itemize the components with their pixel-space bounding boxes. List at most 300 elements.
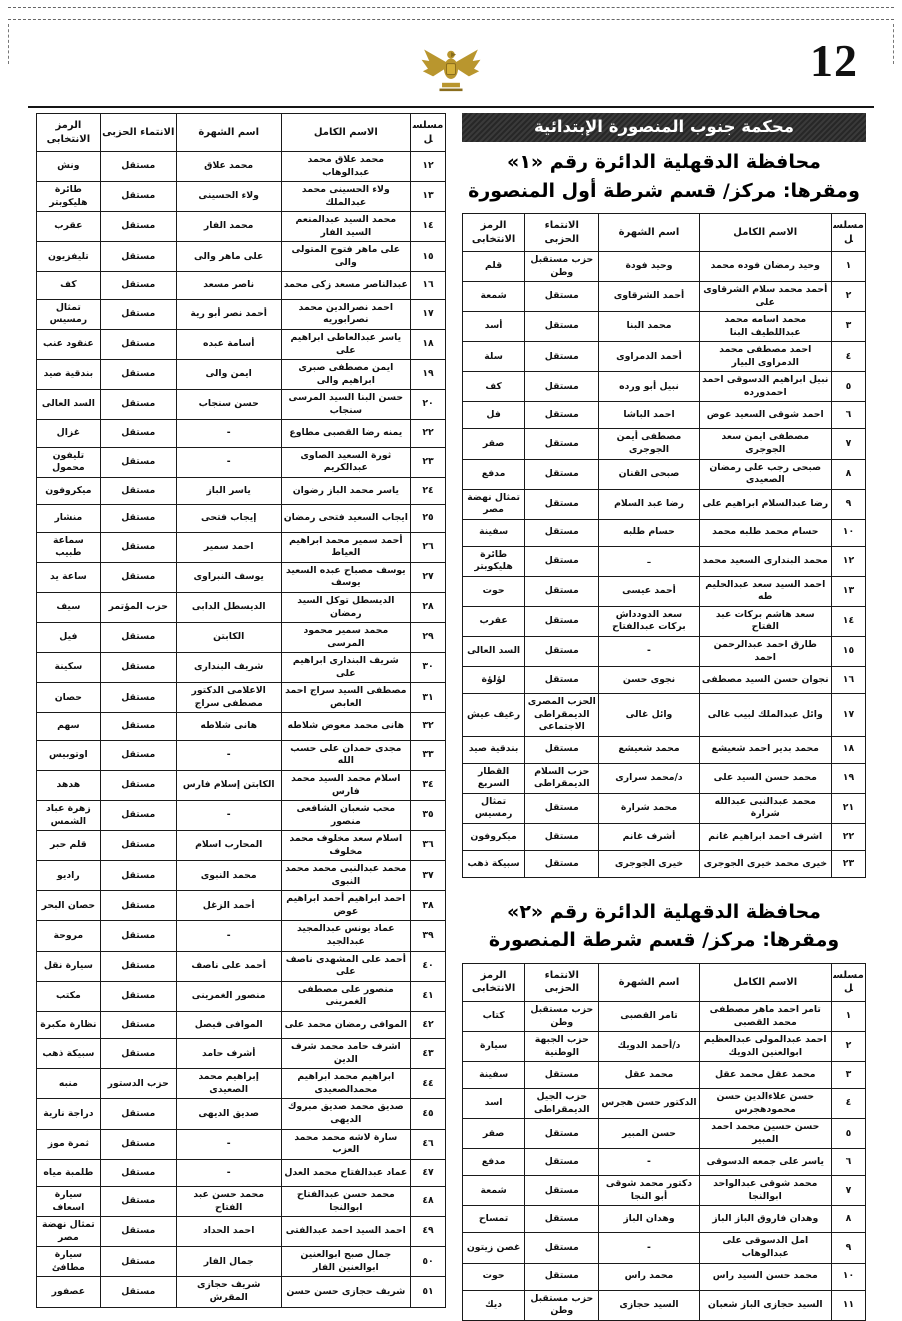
cell-full-name: هانى محمد معوض شلاطه: [281, 713, 410, 741]
cell-full-name: نبيل ابراهيم الدسوقى احمد احمدورده: [699, 372, 831, 402]
cell-serial: ١٦: [831, 667, 865, 694]
cell-full-name: أحمد على المشهدى ناصف على: [281, 951, 410, 981]
cell-serial: ٤٧: [411, 1159, 446, 1187]
cell-full-name: محمد شوقى عبدالواحد ابوالنجا: [699, 1176, 831, 1206]
cell-serial: ٦: [831, 1149, 865, 1176]
cell-serial: ٣٨: [411, 891, 446, 921]
table-row: [37, 562, 446, 592]
cell-serial: ١٢: [831, 546, 865, 576]
column-header-party: الانتماء الحزبى: [525, 214, 599, 252]
top-cut-line-2: [8, 19, 894, 20]
cell-fame-name: محمد حسن عبد الفتاح: [176, 1187, 281, 1217]
cell-symbol: القطار السريع: [463, 763, 525, 793]
cell-symbol: اسد: [463, 1089, 525, 1119]
cell-symbol: عقرب: [37, 212, 101, 242]
cell-party: حزب السلام الديمقراطى: [525, 763, 599, 793]
district-1-title-line2: ومقرها: مركز/ قسم شرطة أول المنصورة: [468, 179, 860, 202]
cell-full-name: احمد نصرالدين محمد نصرابوريه: [281, 299, 410, 329]
cell-serial: ٢٧: [411, 562, 446, 592]
cell-fame-name: -: [176, 1129, 281, 1159]
cell-fame-name: شريف حجازى المقرش: [176, 1277, 281, 1307]
cell-party: مستقل: [525, 736, 599, 763]
cell-full-name: نجوان حسن السيد مصطفى: [699, 667, 831, 694]
cell-symbol: مدفع: [463, 1149, 525, 1176]
cell-serial: ٢٢: [411, 420, 446, 448]
table-row: [37, 771, 446, 801]
candidates-table-district-2: [462, 963, 866, 1321]
cell-fame-name: -: [176, 1159, 281, 1187]
cell-party: مستقل: [525, 459, 599, 489]
cell-serial: ٢: [831, 1032, 865, 1062]
table-row: [463, 1176, 866, 1206]
table-row: [463, 576, 866, 606]
table-header-row: [463, 214, 866, 252]
cell-symbol: فيل: [37, 623, 101, 653]
cell-party: مستقل: [100, 1277, 176, 1307]
cell-party: حزب مستقبل وطن: [525, 1001, 599, 1031]
cell-full-name: محب شعبان الشافعى منصور: [281, 801, 410, 831]
cell-party: مستقل: [525, 1233, 599, 1263]
cell-symbol: زهرة عباد الشمس: [37, 801, 101, 831]
cell-serial: ١٨: [411, 329, 446, 359]
cell-full-name: شريف البندارى ابراهيم على: [281, 653, 410, 683]
cell-party: مستقل: [525, 546, 599, 576]
table-row: [37, 1039, 446, 1069]
cell-fame-name: الكابتن: [176, 623, 281, 653]
cell-serial: ١٠: [831, 519, 865, 546]
cell-party: مستقل: [100, 420, 176, 448]
cell-party: مستقل: [100, 242, 176, 272]
cell-serial: ٣٩: [411, 921, 446, 951]
header-rule: [28, 106, 874, 108]
table-row: [37, 713, 446, 741]
table-row: [463, 1089, 866, 1119]
cell-fame-name: إبراهيم محمد الصعيدى: [176, 1069, 281, 1099]
table-row: [463, 850, 866, 877]
table-row: [37, 447, 446, 477]
cell-symbol: طلمبة مياه: [37, 1159, 101, 1187]
cell-fame-name: أحمد الزغل: [176, 891, 281, 921]
cell-full-name: صبحى رجب على رمضان الصعيدى: [699, 459, 831, 489]
cell-full-name: احمد ابراهيم أحمد ابراهيم عوض: [281, 891, 410, 921]
cell-full-name: مصطفى ايمن سعد الجوجرى: [699, 429, 831, 459]
column-header-fame-name: اسم الشهرة: [176, 114, 281, 152]
table-row: [463, 402, 866, 429]
cell-serial: ١٣: [831, 576, 865, 606]
table-row: [463, 1290, 866, 1320]
cell-full-name: أحمد محمد سلام الشرقاوى على: [699, 282, 831, 312]
column-header-symbol: الرمز الانتخابى: [463, 214, 525, 252]
cell-symbol: كف: [37, 272, 101, 300]
cell-symbol: تليفزيون: [37, 242, 101, 272]
column-header-party: الانتماء الحزبى: [100, 114, 176, 152]
cell-fame-name: تامر القصبى: [599, 1001, 699, 1031]
candidates-table-continuation: [36, 113, 446, 1308]
cell-fame-name: محمد عقل: [599, 1062, 699, 1089]
table-row: [37, 182, 446, 212]
table-row: [463, 312, 866, 342]
cell-serial: ١: [831, 252, 865, 282]
cell-fame-name: محمد الفار: [176, 212, 281, 242]
cell-party: مستقل: [525, 519, 599, 546]
cell-full-name: محمد عقل محمد عقل: [699, 1062, 831, 1089]
court-banner: محكمة جنوب المنصورة الإبتدائية: [462, 113, 866, 142]
cell-party: مستقل: [100, 653, 176, 683]
cell-fame-name: شريف البندارى: [176, 653, 281, 683]
cell-full-name: ياسر عبدالعاطى ابراهيم على: [281, 329, 410, 359]
cell-full-name: ولاء الحسينى محمد عبدالملك: [281, 182, 410, 212]
column-header-fame-name: اسم الشهرة: [599, 963, 699, 1001]
cell-symbol: سبيكة ذهب: [463, 850, 525, 877]
cell-fame-name: -: [176, 740, 281, 770]
table-row: [463, 606, 866, 636]
cell-fame-name: سعد الدودداش بركات عبدالفتاح: [599, 606, 699, 636]
cell-fame-name: أسامة عبده: [176, 329, 281, 359]
cell-symbol: سفينة: [463, 1062, 525, 1089]
cell-fame-name: الدكتور حسن هجرس: [599, 1089, 699, 1119]
cell-fame-name: محمد شعيشع: [599, 736, 699, 763]
cell-fame-name: ايمن والى: [176, 360, 281, 390]
table-row: [463, 1233, 866, 1263]
cell-serial: ٢٨: [411, 593, 446, 623]
cell-full-name: رضا عبدالسلام ابراهيم على: [699, 489, 831, 519]
table-row: [37, 653, 446, 683]
cell-party: حزب مستقبل وطن: [525, 252, 599, 282]
cell-fame-name: هانى شلاطه: [176, 713, 281, 741]
table-row: [37, 390, 446, 420]
cell-party: مستقل: [525, 429, 599, 459]
cell-serial: ٣٦: [411, 831, 446, 861]
cell-serial: ٣٥: [411, 801, 446, 831]
cell-symbol: منشار: [37, 505, 101, 533]
cell-fame-name: رضا عبد السلام: [599, 489, 699, 519]
cell-full-name: امل الدسوقى على عبدالوهاب: [699, 1233, 831, 1263]
cell-symbol: سبيكة ذهب: [37, 1039, 101, 1069]
cell-party: مستقل: [525, 793, 599, 823]
cell-symbol: قلم: [463, 252, 525, 282]
cell-serial: ٢٣: [831, 850, 865, 877]
cell-fame-name: نجوى حسن: [599, 667, 699, 694]
cell-party: مستقل: [100, 360, 176, 390]
cell-serial: ٩: [831, 489, 865, 519]
cell-full-name: تامر احمد ماهر مصطفى محمد القصبى: [699, 1001, 831, 1031]
cell-party: مستقل: [525, 282, 599, 312]
cell-party: مستقل: [525, 1119, 599, 1149]
cell-symbol: حصان البحر: [37, 891, 101, 921]
cell-symbol: هدهد: [37, 771, 101, 801]
cell-party: مستقل: [100, 1247, 176, 1277]
cell-fame-name: ـ: [599, 546, 699, 576]
cell-symbol: عقرب: [463, 606, 525, 636]
cell-serial: ١٥: [831, 637, 865, 667]
cell-fame-name: حسن المبير: [599, 1119, 699, 1149]
cell-symbol: حوت: [463, 576, 525, 606]
cell-fame-name: ولاء الحسينى: [176, 182, 281, 212]
cell-symbol: ميكروفون: [37, 477, 101, 505]
cell-fame-name: أحمد عيسى: [599, 576, 699, 606]
cell-serial: ٢٢: [831, 823, 865, 850]
cell-fame-name: د/محمد سرارى: [599, 763, 699, 793]
cell-fame-name: -: [599, 1149, 699, 1176]
cell-serial: ٣: [831, 1062, 865, 1089]
cell-serial: ١٢: [411, 152, 446, 182]
cell-party: مستقل: [100, 1159, 176, 1187]
cell-fame-name: -: [599, 637, 699, 667]
cell-full-name: اشرف احمد ابراهيم غانم: [699, 823, 831, 850]
cell-full-name: ايمن مصطفى صبرى ابراهيم والى: [281, 360, 410, 390]
cell-serial: ٢: [831, 282, 865, 312]
cell-symbol: سيارة مطافئ: [37, 1247, 101, 1277]
cell-full-name: عبدالناصر مسعد زكى محمد: [281, 272, 410, 300]
column-header-symbol: الرمز الانتخابى: [463, 963, 525, 1001]
cell-party: مستقل: [525, 1263, 599, 1290]
table-row: [37, 1099, 446, 1129]
table-row: [37, 1011, 446, 1039]
cell-fame-name: -: [176, 420, 281, 448]
cell-full-name: حسن البنا السيد المرسى سنجاب: [281, 390, 410, 420]
cell-full-name: الديسطل توكل السيد رمضان: [281, 593, 410, 623]
cell-party: مستقل: [100, 562, 176, 592]
cell-serial: ١١: [831, 1290, 865, 1320]
table-row: [37, 921, 446, 951]
cell-symbol: عنقود عنب: [37, 329, 101, 359]
cell-serial: ١٩: [831, 763, 865, 793]
cell-serial: ٨: [831, 459, 865, 489]
table-row: [463, 429, 866, 459]
table-row: [37, 242, 446, 272]
cell-full-name: محمد عبدالنبى عبدالله شرارة: [699, 793, 831, 823]
cell-symbol: تمثال نهضة مصر: [463, 489, 525, 519]
cell-serial: ٤١: [411, 981, 446, 1011]
cell-party: مستقل: [525, 1176, 599, 1206]
table-row: [37, 420, 446, 448]
cell-serial: ١: [831, 1001, 865, 1031]
cell-symbol: أسد: [463, 312, 525, 342]
cell-symbol: سهم: [37, 713, 101, 741]
cell-party: مستقل: [100, 891, 176, 921]
cell-symbol: صقر: [463, 1119, 525, 1149]
cell-symbol: طائرة هليكوبتر: [463, 546, 525, 576]
cell-symbol: غصن زيتون: [463, 1233, 525, 1263]
table-row: [463, 489, 866, 519]
cell-full-name: حسن حسين محمد احمد المبير: [699, 1119, 831, 1149]
cell-fame-name: -: [176, 921, 281, 951]
table-row: [463, 1001, 866, 1031]
cell-party: حزب الجبهة الوطنية: [525, 1032, 599, 1062]
cell-fame-name: احمد الباشا: [599, 402, 699, 429]
table-row: [37, 740, 446, 770]
cell-serial: ٣٢: [411, 713, 446, 741]
cell-symbol: ثمرة موز: [37, 1129, 101, 1159]
cell-serial: ٤٨: [411, 1187, 446, 1217]
table-row: [37, 152, 446, 182]
cell-full-name: حسن علاءالدين حسن محمودهجرس: [699, 1089, 831, 1119]
table-row: [37, 593, 446, 623]
cell-fame-name: حسام طلبه: [599, 519, 699, 546]
column-header-full-name: الاسم الكامل: [699, 963, 831, 1001]
cell-full-name: احمد السيد احمد عبدالفتى: [281, 1217, 410, 1247]
cell-party: مستقل: [525, 576, 599, 606]
cell-symbol: بندقية صيد: [463, 736, 525, 763]
table-row: [37, 1247, 446, 1277]
cell-full-name: اسلام سعد مخلوف محمد مخلوف: [281, 831, 410, 861]
cell-fame-name: وائل غالى: [599, 694, 699, 737]
cell-symbol: رغيف عيش: [463, 694, 525, 737]
column-header-symbol: الرمز الانتخابى: [37, 114, 101, 152]
cell-party: مستقل: [100, 505, 176, 533]
cell-serial: ٥: [831, 372, 865, 402]
districts-column: [462, 113, 866, 1321]
column-header-serial: مسلسل: [831, 214, 865, 252]
cell-fame-name: محمد شرارة: [599, 793, 699, 823]
cell-party: مستقل: [100, 683, 176, 713]
cell-full-name: صديق محمد صديق مبروك الديهى: [281, 1099, 410, 1129]
cell-full-name: منصور على مصطفى الغمرينى: [281, 981, 410, 1011]
column-header-full-name: الاسم الكامل: [699, 214, 831, 252]
table-row: [463, 793, 866, 823]
cell-full-name: احمد شوقى السعيد عوض: [699, 402, 831, 429]
cell-serial: ٢٤: [411, 477, 446, 505]
cell-party: مستقل: [100, 477, 176, 505]
table-row: [37, 891, 446, 921]
cell-party: مستقل: [100, 861, 176, 891]
cell-party: مستقل: [100, 1099, 176, 1129]
cell-fame-name: خيرى الجوجرى: [599, 850, 699, 877]
cell-fame-name: محمد راس: [599, 1263, 699, 1290]
cell-fame-name: مصطفى أيمن الجوجرى: [599, 429, 699, 459]
cell-full-name: ايجاب السعيد فتحى رمضان: [281, 505, 410, 533]
cell-serial: ١٧: [411, 299, 446, 329]
table-row: [37, 981, 446, 1011]
cell-serial: ١٧: [831, 694, 865, 737]
cell-serial: ١٣: [411, 182, 446, 212]
table-row: [37, 623, 446, 653]
cell-serial: ١٤: [411, 212, 446, 242]
cell-party: مستقل: [525, 667, 599, 694]
table-row: [463, 546, 866, 576]
cell-full-name: وائل عبدالملك لبيب غالى: [699, 694, 831, 737]
table-row: [37, 1069, 446, 1099]
cell-serial: ٧: [831, 1176, 865, 1206]
cell-symbol: تمساح: [463, 1206, 525, 1233]
cell-symbol: مروحة: [37, 921, 101, 951]
table-row: [463, 252, 866, 282]
cell-full-name: سعد هاشم بركات عبد الفتاح: [699, 606, 831, 636]
cell-fame-name: د/أحمد الدويك: [599, 1032, 699, 1062]
cell-fame-name: ياسر الباز: [176, 477, 281, 505]
cell-fame-name: دكتور محمد شوقى أبو النجا: [599, 1176, 699, 1206]
cell-symbol: غزال: [37, 420, 101, 448]
cell-full-name: اسلام محمد السيد محمد فارس: [281, 771, 410, 801]
cell-full-name: محمد سمير محمود المرسى: [281, 623, 410, 653]
cell-party: مستقل: [525, 850, 599, 877]
table-row: [463, 763, 866, 793]
cell-serial: ٣: [831, 312, 865, 342]
table-row: [37, 272, 446, 300]
column-header-full-name: الاسم الكامل: [281, 114, 410, 152]
cell-symbol: سيارة نقل: [37, 951, 101, 981]
cell-serial: ٤٦: [411, 1129, 446, 1159]
cell-fame-name: احمد الحداد: [176, 1217, 281, 1247]
table-row: [37, 951, 446, 981]
cell-fame-name: أشرف غانم: [599, 823, 699, 850]
table-header-row: [37, 114, 446, 152]
cell-serial: ٣٤: [411, 771, 446, 801]
table-row: [37, 477, 446, 505]
cell-party: مستقل: [100, 1217, 176, 1247]
cell-fame-name: الموافى فيصل: [176, 1011, 281, 1039]
cell-fame-name: أحمد نصر أبو رية: [176, 299, 281, 329]
cell-serial: ٨: [831, 1206, 865, 1233]
district-1-title-line1: محافظة الدقهلية الدائرة رقم «١»: [507, 151, 821, 173]
cell-symbol: بندقية صيد: [37, 360, 101, 390]
cell-party: مستقل: [100, 740, 176, 770]
district-1-title: [462, 148, 866, 205]
table-row: [463, 637, 866, 667]
cell-full-name: محمد عبدالنبى محمد محمد النبوى: [281, 861, 410, 891]
cell-serial: ١٥: [411, 242, 446, 272]
cell-fame-name: وهدان الباز: [599, 1206, 699, 1233]
table-row: [37, 831, 446, 861]
table-row: [37, 1159, 446, 1187]
candidates-table-district-1: [462, 213, 866, 878]
cell-symbol: تليفون محمول: [37, 447, 101, 477]
cell-full-name: خيرى محمد خيرى الجوجرى: [699, 850, 831, 877]
cell-symbol: لؤلؤة: [463, 667, 525, 694]
column-header-fame-name: اسم الشهرة: [599, 214, 699, 252]
district-2-title-line2: ومقرها: مركز/ قسم شرطة المنصورة: [488, 929, 840, 952]
cell-symbol: السد العالى: [37, 390, 101, 420]
cell-fame-name: السيد حجازى: [599, 1290, 699, 1320]
cell-fame-name: أحمد الدمراوى: [599, 342, 699, 372]
cell-serial: ٥٠: [411, 1247, 446, 1277]
cell-fame-name: صبحى القنان: [599, 459, 699, 489]
cell-serial: ٣٧: [411, 861, 446, 891]
table-row: [463, 1206, 866, 1233]
cell-serial: ٧: [831, 429, 865, 459]
continuation-column: [36, 113, 446, 1308]
cell-full-name: عماد يونس عبدالمجيد عبدالجيد: [281, 921, 410, 951]
cell-symbol: السد العالى: [463, 637, 525, 667]
table-row: [37, 1277, 446, 1307]
cell-full-name: جمال صبح ابوالعنين ابوالعنين الفار: [281, 1247, 410, 1277]
cell-fame-name: الاعلامى الدكتور مصطفى سراج: [176, 683, 281, 713]
table-header-row: [463, 963, 866, 1001]
cell-fame-name: على ماهر والى: [176, 242, 281, 272]
cell-fame-name: يوسف النبراوى: [176, 562, 281, 592]
cell-fame-name: الديسطل الدابى: [176, 593, 281, 623]
cell-full-name: ثورة السعيد الصاوى عبدالكريم: [281, 447, 410, 477]
cell-fame-name: -: [599, 1233, 699, 1263]
cell-party: مستقل: [100, 272, 176, 300]
cell-fame-name: نبيل أبو ورده: [599, 372, 699, 402]
cell-full-name: محمد اسامه محمد عبداللطيف البنا: [699, 312, 831, 342]
cell-fame-name: إيجاب فتحى: [176, 505, 281, 533]
cell-full-name: مصطفى السيد سراج احمد العابص: [281, 683, 410, 713]
cell-full-name: ابراهيم محمد ابراهيم محمدالصعيدى: [281, 1069, 410, 1099]
cell-party: مستقل: [100, 390, 176, 420]
top-cut-line-1: [8, 7, 894, 8]
cell-fame-name: صديق الديهى: [176, 1099, 281, 1129]
cell-symbol: سيارة: [463, 1032, 525, 1062]
cell-fame-name: محمد علاق: [176, 152, 281, 182]
cell-party: مستقل: [100, 299, 176, 329]
cell-serial: ٤: [831, 342, 865, 372]
cell-serial: ٢٣: [411, 447, 446, 477]
table-row: [463, 736, 866, 763]
table-row: [37, 329, 446, 359]
cell-party: مستقل: [100, 329, 176, 359]
